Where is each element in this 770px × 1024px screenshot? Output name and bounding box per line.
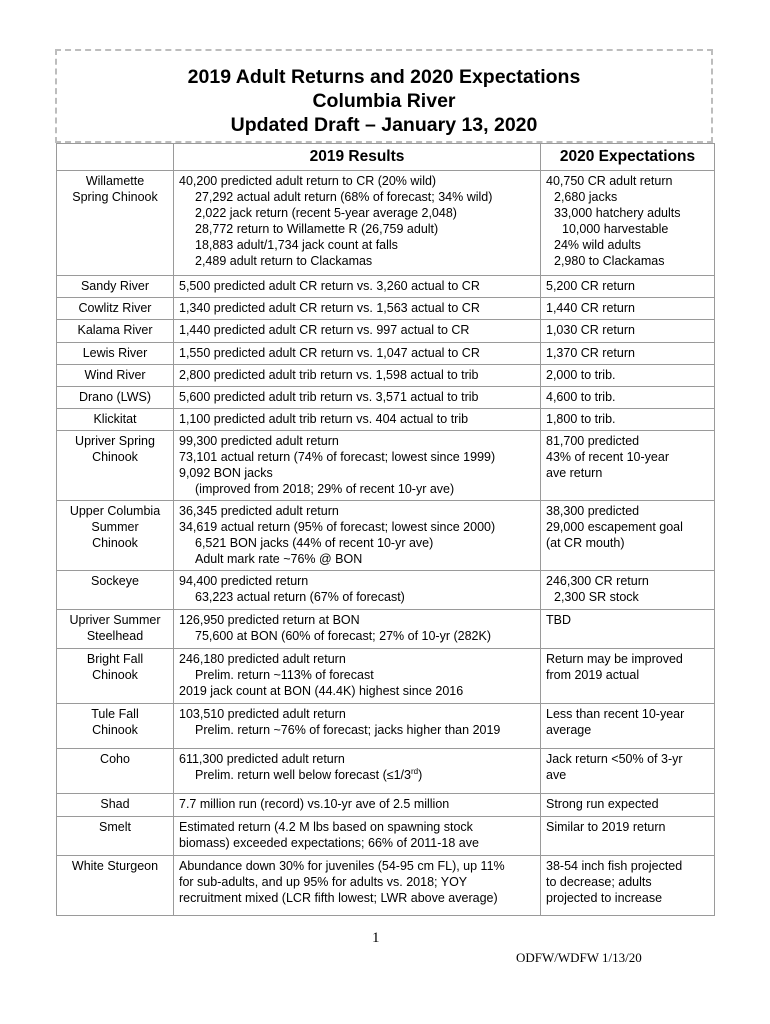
- result-line: [179, 874, 536, 890]
- line-text: Similar to 2019 return: [546, 820, 666, 834]
- table-header-row: [57, 144, 715, 171]
- result-line: [179, 589, 536, 605]
- line-text: 1,440 predicted adult CR return vs. 997 actual to CR: [179, 323, 470, 337]
- result-line: [179, 722, 536, 738]
- expectations-cell: [541, 704, 715, 749]
- expectations-cell: [541, 649, 715, 704]
- line-text: 9,092 BON jacks: [179, 466, 273, 480]
- species-name-line: Steelhead: [86, 629, 144, 643]
- results-cell: [174, 409, 541, 431]
- line-text: 2,980 to Clackamas: [554, 254, 665, 268]
- line-text: 38,300 predicted: [546, 504, 640, 518]
- species-name-line: Cowlitz River: [78, 301, 152, 315]
- result-line: [179, 519, 536, 535]
- table-row: [57, 571, 715, 610]
- line-text: from 2019 actual: [546, 668, 640, 682]
- table-row: [57, 343, 715, 365]
- line-text: 611,300 predicted adult return: [179, 752, 345, 766]
- line-text: recruitment mixed (LCR fifth lowest; LWR above average): [179, 891, 498, 905]
- line-text: 5,200 CR return: [546, 279, 635, 293]
- line-text: 1,340 predicted adult CR return vs. 1,563 actual to CR: [179, 301, 480, 315]
- table-row: [57, 856, 715, 916]
- line-text: 126,950 predicted return at BON: [179, 613, 360, 627]
- species-cell: [57, 571, 174, 610]
- expectation-line: [546, 411, 710, 427]
- table-body: [57, 171, 715, 916]
- expectation-line: [546, 573, 710, 589]
- line-text: 63,223 actual return (67% of forecast): [195, 590, 405, 604]
- results-cell: [174, 856, 541, 916]
- species-name-line: Upriver Summer: [69, 613, 161, 627]
- expectations-cell: [541, 431, 715, 501]
- result-line: [179, 835, 536, 851]
- expectations-cell: [541, 856, 715, 916]
- result-line: [179, 858, 536, 874]
- expectation-line: [546, 173, 710, 189]
- expectation-line: [546, 389, 710, 405]
- line-text: biomass) exceeded expectations; 66% of 2011-18 ave: [179, 836, 479, 850]
- results-cell: [174, 610, 541, 649]
- results-cell: [174, 749, 541, 794]
- line-text: 81,700 predicted: [546, 434, 640, 448]
- expectations-cell: [541, 501, 715, 571]
- results-cell: [174, 431, 541, 501]
- line-text: Prelim. return well below forecast (≤1/3: [195, 768, 411, 782]
- species-cell: [57, 501, 174, 571]
- species-name-line: Drano (LWS): [78, 390, 151, 404]
- line-text: 2,489 adult return to Clackamas: [195, 254, 373, 268]
- species-name-line: Coho: [100, 752, 130, 766]
- result-line: [179, 237, 536, 253]
- line-text: 1,030 CR return: [546, 323, 635, 337]
- table-row: [57, 501, 715, 571]
- expectation-line: [546, 519, 710, 535]
- species-cell: [57, 817, 174, 856]
- column-header-species: [57, 144, 174, 171]
- table-row: [57, 171, 715, 276]
- line-text: projected to increase: [546, 891, 663, 905]
- result-line: [179, 767, 536, 783]
- table-row: [57, 298, 715, 320]
- expectation-line: [546, 189, 710, 205]
- result-line: [179, 819, 536, 835]
- species-name-line: Upriver Spring: [75, 434, 155, 448]
- result-line: [179, 651, 536, 667]
- expectation-line: [546, 367, 710, 383]
- species-name-line: Lewis River: [82, 346, 148, 360]
- line-text: 1,440 CR return: [546, 301, 635, 315]
- line-text: to decrease; adults: [546, 875, 652, 889]
- expectation-line: [546, 237, 710, 253]
- species-name-line: Tule Fall: [91, 707, 139, 721]
- table-row: [57, 749, 715, 794]
- table-row: [57, 387, 715, 409]
- expectations-cell: [541, 610, 715, 649]
- line-text: 94,400 predicted return: [179, 574, 309, 588]
- table-row: [57, 276, 715, 298]
- expectation-line: [546, 221, 710, 237]
- species-cell: [57, 610, 174, 649]
- species-cell: [57, 276, 174, 298]
- expectations-cell: [541, 409, 715, 431]
- line-text: 2019 jack count at BON (44.4K) highest since 2016: [179, 684, 464, 698]
- result-line: [179, 253, 536, 269]
- results-cell: [174, 320, 541, 343]
- results-cell: [174, 298, 541, 320]
- result-line: [179, 667, 536, 683]
- line-text: 27,292 actual adult return (68% of forecast; 34% wild): [195, 190, 493, 204]
- line-text: Prelim. return ~113% of forecast: [195, 668, 374, 682]
- species-cell: [57, 649, 174, 704]
- species-name-line: Chinook: [92, 536, 138, 550]
- expectation-line: [546, 874, 710, 890]
- column-header-expectations: 2020 Expectations: [541, 144, 715, 171]
- line-text: 43% of recent 10-year: [546, 450, 669, 464]
- line-text: 5,600 predicted adult trib return vs. 3,571 actual to trib: [179, 390, 479, 404]
- column-header-results: 2019 Results: [174, 144, 541, 171]
- line-text: 38-54 inch fish projected: [546, 859, 683, 873]
- results-cell: [174, 387, 541, 409]
- result-line: [179, 796, 536, 812]
- line-text: 75,600 at BON (60% of forecast; 27% of 10-yr (282K): [195, 629, 491, 643]
- result-line: [179, 535, 536, 551]
- species-name-line: Kalama River: [77, 323, 153, 337]
- expectations-cell: [541, 298, 715, 320]
- expectations-cell: [541, 343, 715, 365]
- result-line: [179, 189, 536, 205]
- results-cell: [174, 501, 541, 571]
- species-name-line: Sandy River: [80, 279, 150, 293]
- line-text: 2,000 to trib.: [546, 368, 616, 382]
- line-text: 2,800 predicted adult trib return vs. 1,598 actual to trib: [179, 368, 479, 382]
- results-cell: [174, 794, 541, 817]
- line-text-suffix: ): [418, 768, 423, 782]
- line-text: 40,750 CR adult return: [546, 174, 673, 188]
- expectations-cell: [541, 571, 715, 610]
- line-text: Less than recent 10-year: [546, 707, 685, 721]
- result-line: [179, 551, 536, 567]
- line-text: 33,000 hatchery adults: [554, 206, 681, 220]
- expectation-line: [546, 278, 710, 294]
- line-text: (at CR mouth): [546, 536, 625, 550]
- expectation-line: [546, 751, 710, 767]
- table-row: [57, 365, 715, 387]
- species-name-line: Upper Columbia: [69, 504, 161, 518]
- expectations-cell: [541, 320, 715, 343]
- result-line: [179, 628, 536, 644]
- result-line: [179, 433, 536, 449]
- line-text: 7.7 million run (record) vs.10-yr ave of 2.5 million: [179, 797, 450, 811]
- line-text: Return may be improved: [546, 652, 683, 666]
- results-cell: [174, 276, 541, 298]
- result-line: [179, 345, 536, 361]
- ordinal-superscript: rd: [410, 766, 419, 776]
- line-text: 24% wild adults: [554, 238, 641, 252]
- species-cell: [57, 365, 174, 387]
- result-line: [179, 300, 536, 316]
- line-text: 36,345 predicted adult return: [179, 504, 339, 518]
- line-text: 2,022 jack return (recent 5-year average 2,048): [195, 206, 457, 220]
- line-text: Abundance down 30% for juveniles (54-95 cm FL), up 11%: [179, 859, 505, 873]
- result-line: [179, 683, 536, 699]
- table-row: [57, 409, 715, 431]
- table-row: [57, 704, 715, 749]
- line-text: 2,680 jacks: [554, 190, 618, 204]
- table-row: [57, 817, 715, 856]
- footer-organization-date: ODFW/WDFW 1/13/20: [516, 950, 642, 965]
- table-row: [57, 610, 715, 649]
- line-text: Adult mark rate ~76% @ BON: [195, 552, 363, 566]
- line-text: 246,180 predicted adult return: [179, 652, 346, 666]
- line-text: (improved from 2018; 29% of recent 10-yr ave): [195, 482, 455, 496]
- expectations-cell: [541, 817, 715, 856]
- line-text: 28,772 return to Willamette R (26,759 adult): [195, 222, 439, 236]
- document-title: 2019 Adult Returns and 2020 Expectations: [187, 66, 581, 88]
- expectation-line: [546, 612, 710, 628]
- line-text: 18,883 adult/1,734 jack count at falls: [195, 238, 398, 252]
- line-text: 5,500 predicted adult CR return vs. 3,260 actual to CR: [179, 279, 480, 293]
- page-number: 1: [372, 930, 380, 946]
- line-text: Estimated return (4.2 M lbs based on spawning stock: [179, 820, 473, 834]
- line-text: 29,000 escapement goal: [546, 520, 683, 534]
- expectation-line: [546, 767, 710, 783]
- result-line: [179, 449, 536, 465]
- document-title-box: [55, 49, 713, 143]
- expectation-line: [546, 890, 710, 906]
- result-line: [179, 890, 536, 906]
- results-cell: [174, 343, 541, 365]
- expectation-line: [546, 819, 710, 835]
- result-line: [179, 205, 536, 221]
- results-cell: [174, 171, 541, 276]
- result-line: [179, 481, 536, 497]
- line-text: Prelim. return ~76% of forecast; jacks higher than 2019: [195, 723, 501, 737]
- document-subtitle: Columbia River: [312, 90, 456, 112]
- species-name-line: Shad: [100, 797, 130, 811]
- line-text: 1,100 predicted adult trib return vs. 404 actual to trib: [179, 412, 469, 426]
- table-row: [57, 649, 715, 704]
- species-name-line: Klickitat: [93, 412, 137, 426]
- expectation-line: [546, 465, 710, 481]
- results-cell: [174, 817, 541, 856]
- results-cell: [174, 704, 541, 749]
- result-line: [179, 465, 536, 481]
- result-line: [179, 221, 536, 237]
- document-draft-date: Updated Draft – January 13, 2020: [230, 114, 538, 136]
- line-text: average: [546, 723, 592, 737]
- result-line: [179, 573, 536, 589]
- species-name-line: Chinook: [92, 723, 138, 737]
- expectation-line: [546, 433, 710, 449]
- line-text: 103,510 predicted adult return: [179, 707, 346, 721]
- expectation-line: [546, 667, 710, 683]
- species-cell: [57, 298, 174, 320]
- expectation-line: [546, 300, 710, 316]
- expectation-line: [546, 535, 710, 551]
- species-name-line: Bright Fall: [86, 652, 144, 666]
- species-name-line: Summer: [91, 520, 139, 534]
- species-name-line: White Sturgeon: [71, 859, 159, 873]
- expectation-line: [546, 858, 710, 874]
- species-cell: [57, 387, 174, 409]
- line-text: 1,370 CR return: [546, 346, 635, 360]
- species-cell: [57, 794, 174, 817]
- line-text: 73,101 actual return (74% of forecast; lowest since 1999): [179, 450, 496, 464]
- line-text: 1,800 to trib.: [546, 412, 616, 426]
- expectation-line: [546, 449, 710, 465]
- species-name-line: Sockeye: [91, 574, 139, 588]
- result-line: [179, 612, 536, 628]
- line-text: Strong run expected: [546, 797, 659, 811]
- expectations-cell: [541, 276, 715, 298]
- expectation-line: [546, 345, 710, 361]
- species-cell: [57, 171, 174, 276]
- expectation-line: [546, 205, 710, 221]
- species-name-line: Smelt: [99, 820, 131, 834]
- expectation-line: [546, 322, 710, 338]
- line-text: Jack return <50% of 3-yr: [546, 752, 683, 766]
- line-text: for sub-adults, and up 95% for adults vs. 2018; YOY: [179, 875, 468, 889]
- result-line: [179, 503, 536, 519]
- line-text: 6,521 BON jacks (44% of recent 10-yr ave): [195, 536, 434, 550]
- species-cell: [57, 343, 174, 365]
- result-line: [179, 278, 536, 294]
- expectations-cell: [541, 387, 715, 409]
- line-text: TBD: [546, 613, 571, 627]
- expectations-cell: [541, 794, 715, 817]
- expectation-line: [546, 589, 710, 605]
- expectations-cell: [541, 365, 715, 387]
- species-cell: [57, 431, 174, 501]
- expectation-line: [546, 796, 710, 812]
- expectation-line: [546, 706, 710, 722]
- species-cell: [57, 320, 174, 343]
- results-cell: [174, 365, 541, 387]
- expectations-cell: [541, 749, 715, 794]
- line-text: ave: [546, 768, 567, 782]
- line-text: 40,200 predicted adult return to CR (20% wild): [179, 174, 437, 188]
- species-name-line: Wind River: [84, 368, 146, 382]
- species-cell: [57, 856, 174, 916]
- line-text: 4,600 to trib.: [546, 390, 616, 404]
- species-cell: [57, 749, 174, 794]
- expectation-line: [546, 503, 710, 519]
- line-text: 246,300 CR return: [546, 574, 649, 588]
- expectation-line: [546, 651, 710, 667]
- line-text: 2,300 SR stock: [554, 590, 639, 604]
- species-name-line: Spring Chinook: [72, 190, 158, 204]
- results-cell: [174, 649, 541, 704]
- expectation-line: [546, 722, 710, 738]
- expectation-line: [546, 253, 710, 269]
- line-text: 10,000 harvestable: [562, 222, 669, 236]
- result-line: [179, 751, 536, 767]
- line-text: 1,550 predicted adult CR return vs. 1,047 actual to CR: [179, 346, 480, 360]
- species-name-line: Chinook: [92, 668, 138, 682]
- result-line: [179, 706, 536, 722]
- result-line: [179, 173, 536, 189]
- species-name-line: Willamette: [85, 174, 145, 188]
- results-cell: [174, 571, 541, 610]
- result-line: [179, 367, 536, 383]
- table-row: [57, 794, 715, 817]
- species-cell: [57, 409, 174, 431]
- line-text: 34,619 actual return (95% of forecast; lowest since 2000): [179, 520, 496, 534]
- result-line: [179, 322, 536, 338]
- line-text: 99,300 predicted adult return: [179, 434, 339, 448]
- returns-table: [56, 143, 715, 916]
- table-row: [57, 320, 715, 343]
- species-cell: [57, 704, 174, 749]
- result-line: [179, 389, 536, 405]
- species-name-line: Chinook: [92, 450, 138, 464]
- expectations-cell: [541, 171, 715, 276]
- line-text: ave return: [546, 466, 603, 480]
- table-row: [57, 431, 715, 501]
- result-line: [179, 411, 536, 427]
